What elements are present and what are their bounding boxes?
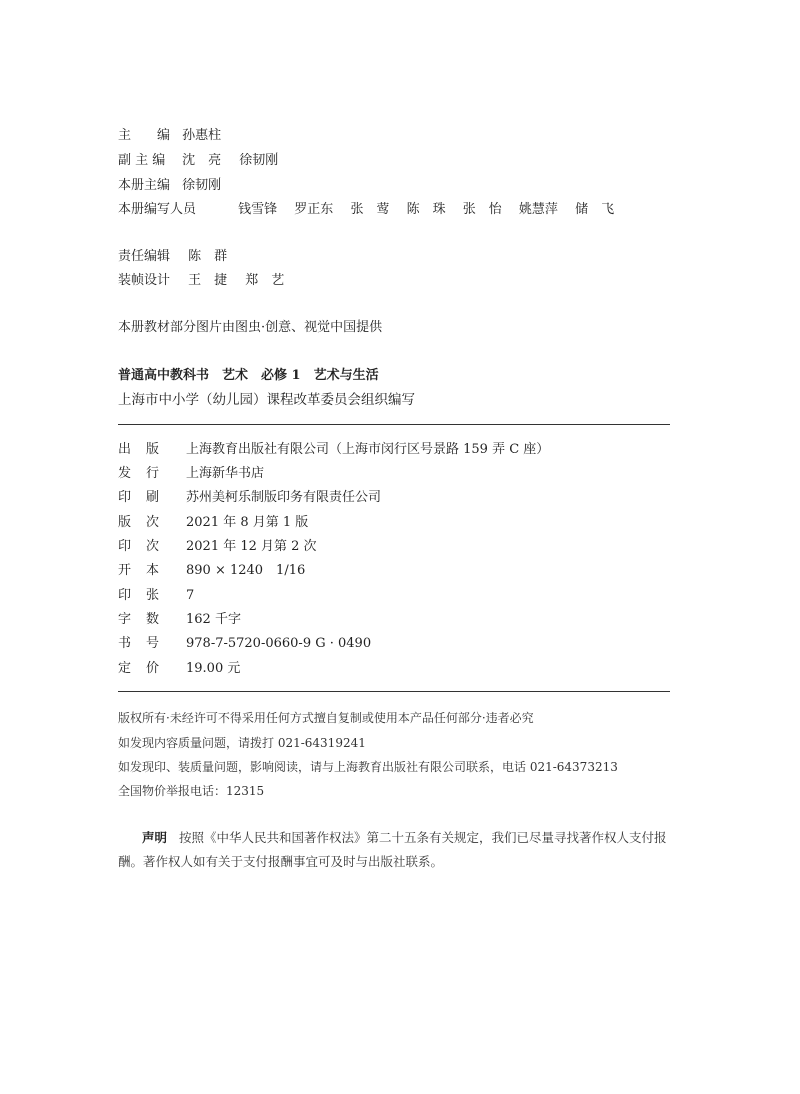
credit-label: 本册主编 bbox=[118, 178, 171, 193]
book-series: 普通高中教科书 艺术 必修 1 艺术与生活 bbox=[118, 368, 379, 383]
pub-row bbox=[118, 588, 194, 604]
credit-name: 郑 艺 bbox=[245, 273, 285, 288]
pub-key: 价 bbox=[146, 661, 160, 676]
pub-row bbox=[118, 539, 317, 555]
credit-name: 姚慧萍 bbox=[518, 202, 558, 217]
credit-deputy-editor bbox=[118, 153, 278, 169]
pub-key: 次 bbox=[146, 539, 160, 554]
pub-key: 数 bbox=[146, 612, 160, 627]
pub-key: 书 bbox=[118, 636, 132, 651]
credit-name: 陈 珠 bbox=[406, 202, 446, 217]
pub-key: 本 bbox=[146, 563, 160, 578]
credit-volume-editor bbox=[118, 178, 221, 194]
pub-row bbox=[118, 490, 381, 506]
credit-name: 储 飞 bbox=[575, 202, 615, 217]
pub-value: 890 × 1240 1/16 bbox=[186, 563, 306, 578]
pub-value: 7 bbox=[186, 588, 195, 603]
pub-row bbox=[118, 515, 308, 531]
pub-value: 2021 年 12 月第 2 次 bbox=[186, 539, 317, 554]
credit-volume-writers bbox=[118, 202, 627, 218]
pub-row bbox=[118, 636, 371, 652]
pub-row bbox=[118, 661, 240, 677]
copyright-statement bbox=[118, 826, 670, 874]
credit-name: 张 怡 bbox=[462, 202, 502, 217]
organizer: 上海市中小学（幼儿园）课程改革委员会组织编写 bbox=[118, 392, 415, 408]
credit-name: 罗正东 bbox=[294, 202, 334, 217]
credit-label: 本册编写人员 bbox=[118, 202, 197, 217]
pub-key: 张 bbox=[146, 588, 160, 603]
credit-name: 钱雪锋 bbox=[238, 202, 278, 217]
pub-key: 刷 bbox=[146, 490, 160, 505]
credit-label: 副 主 编 bbox=[118, 153, 166, 168]
price-report-hotline: 全国物价举报电话：12315 bbox=[118, 784, 265, 798]
pub-key: 印 bbox=[118, 539, 132, 554]
pub-row bbox=[118, 612, 241, 628]
credit-name: 徐韧刚 bbox=[182, 178, 222, 193]
pub-value: 苏州美柯乐制版印务有限责任公司 bbox=[186, 490, 382, 505]
pub-value: 19.00 元 bbox=[186, 661, 241, 676]
credit-name: 徐韧刚 bbox=[239, 153, 279, 168]
credit-name: 张 莺 bbox=[350, 202, 390, 217]
pub-key: 号 bbox=[146, 636, 160, 651]
statement-head: 声明 bbox=[142, 830, 168, 845]
printing-hotline: 如发现印、装质量问题，影响阅读，请与上海教育出版社有限公司联系，电话 021-64373213 bbox=[118, 760, 618, 774]
pub-value: 2021 年 8 月第 1 版 bbox=[186, 515, 309, 530]
quality-hotline: 如发现内容质量问题，请拨打 021-64319241 bbox=[118, 736, 366, 750]
divider-top bbox=[118, 424, 670, 425]
credit-name: 沈 亮 bbox=[182, 153, 222, 168]
pub-key: 次 bbox=[146, 515, 160, 530]
pub-key: 出 bbox=[118, 442, 132, 457]
pub-key: 印 bbox=[118, 588, 132, 603]
credit-responsible-editor bbox=[118, 249, 227, 265]
pub-value: 上海教育出版社有限公司（上海市闵行区号景路 159 弄 C 座） bbox=[186, 442, 550, 457]
pub-key: 字 bbox=[118, 612, 132, 627]
pub-value: 上海新华书店 bbox=[186, 466, 265, 481]
statement-body: 按照《中华人民共和国著作权法》第二十五条有关规定，我们已尽量寻找著作权人支付报酬。著作权人如有关于支付报酬事宜可及时与出版社联系。 bbox=[118, 830, 667, 869]
pub-row bbox=[118, 466, 264, 482]
copyright-notice: 版权所有·未经许可不得采用任何方式擅自复制或使用本产品任何部分·违者必究 bbox=[118, 711, 534, 725]
image-credit: 本册教材部分图片由图虫·创意、视觉中国提供 bbox=[118, 320, 383, 335]
credit-name: 孙惠柱 bbox=[182, 128, 222, 143]
credit-label: 主 编 bbox=[118, 128, 171, 143]
credit-name: 陈 群 bbox=[188, 249, 228, 264]
credit-binding-design bbox=[118, 273, 284, 289]
pub-key: 定 bbox=[118, 661, 132, 676]
credit-label: 责任编辑 bbox=[118, 249, 171, 264]
pub-key: 开 bbox=[118, 563, 132, 578]
pub-key: 版 bbox=[118, 515, 132, 530]
credit-label: 装帧设计 bbox=[118, 273, 171, 288]
pub-row bbox=[118, 442, 549, 458]
pub-key: 版 bbox=[146, 442, 160, 457]
pub-key: 发 bbox=[118, 466, 132, 481]
divider-bottom bbox=[118, 691, 670, 692]
pub-row bbox=[118, 563, 305, 579]
pub-key: 行 bbox=[146, 466, 160, 481]
credit-name: 王 捷 bbox=[188, 273, 228, 288]
pub-value: 162 千字 bbox=[186, 612, 241, 627]
credit-chief-editor bbox=[118, 128, 221, 144]
pub-value: 978-7-5720-0660-9 G · 0490 bbox=[186, 636, 372, 651]
pub-key: 印 bbox=[118, 490, 132, 505]
